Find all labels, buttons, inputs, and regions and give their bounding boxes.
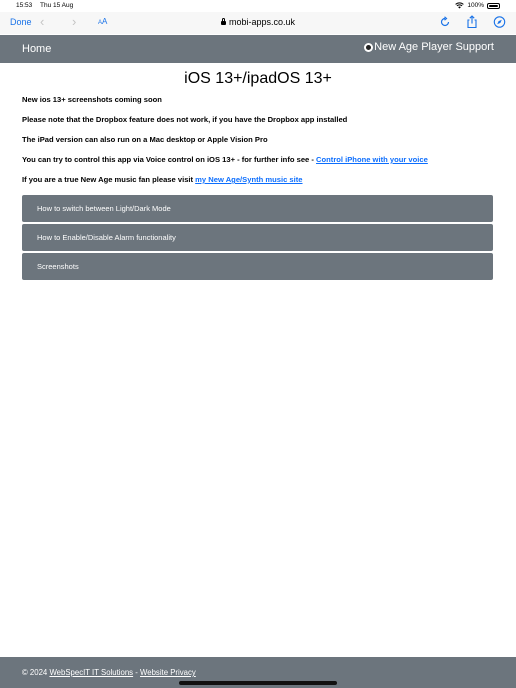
forward-icon[interactable]: ›: [72, 14, 77, 29]
status-date: Thu 15 Aug: [39, 2, 74, 9]
voice-control-text: You can try to control this app via Voice control on iOS 13+ - for further info see -: [22, 155, 317, 164]
notice-dropbox: Please note that the Dropbox feature does not work, if you have the Dropbox app installed: [22, 115, 348, 124]
notice-mac-vision: The iPad version can also run on a Mac desktop or Apple Vision Pro: [22, 135, 268, 144]
accordion-label: Screenshots: [37, 262, 79, 271]
url-text: mobi-apps.co.uk: [228, 17, 296, 27]
music-site-link[interactable]: my New Age/Synth music site: [195, 175, 303, 184]
browser-toolbar: [0, 12, 516, 34]
notice-music-site: [22, 175, 303, 184]
nav-home-link[interactable]: Home: [22, 43, 52, 55]
battery-icon: [487, 3, 500, 9]
compass-icon[interactable]: [493, 15, 506, 29]
text-size-button[interactable]: AA: [98, 17, 108, 26]
voice-control-link[interactable]: Control iPhone with your voice: [316, 155, 428, 164]
lock-icon: [221, 21, 226, 25]
notice-voice-control: [22, 155, 428, 164]
accordion-light-dark-mode[interactable]: [22, 195, 493, 222]
reload-icon[interactable]: [439, 15, 451, 29]
privacy-link[interactable]: Website Privacy: [140, 668, 196, 677]
wifi-icon: [455, 2, 464, 9]
status-bar: [0, 0, 516, 12]
app-logo-icon: [364, 43, 373, 52]
home-indicator[interactable]: [179, 681, 337, 685]
accordion-label: How to switch between Light/Dark Mode: [37, 204, 171, 213]
battery-percent: 100%: [467, 2, 484, 9]
accordion-label: How to Enable/Disable Alarm functionality: [37, 233, 176, 242]
share-icon[interactable]: [466, 15, 478, 29]
notice-screenshots: New ios 13+ screenshots coming soon: [22, 95, 162, 104]
site-navbar: [0, 35, 516, 63]
page-title: iOS 13+/ipadOS 13+: [184, 70, 332, 87]
back-icon[interactable]: ‹: [40, 14, 45, 29]
copyright-text: © 2024: [22, 668, 50, 677]
nav-brand-label: New Age Player Support: [374, 41, 494, 53]
music-site-text: If you are a true New Age music fan please visit: [22, 175, 196, 184]
status-time: 15:53: [16, 2, 33, 9]
footer-separator: -: [133, 668, 141, 677]
nav-brand-link[interactable]: [364, 41, 494, 53]
footer-text: [22, 668, 196, 677]
done-button[interactable]: Done: [10, 17, 32, 27]
accordion-screenshots[interactable]: [22, 253, 493, 280]
accordion-alarm[interactable]: [22, 224, 493, 251]
company-link[interactable]: WebSpecIT IT Solutions: [49, 668, 134, 677]
